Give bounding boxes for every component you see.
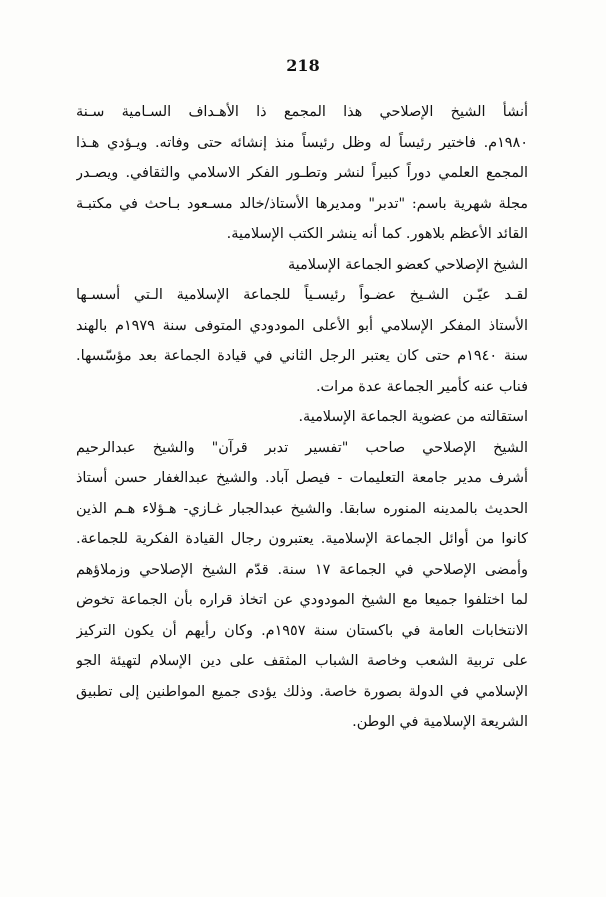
text-line: أشرف مدير جامعة التعليمات - فيصل آباد. والشيخ عبدالغفار حسن أستاذ (76, 470, 528, 486)
text-line: سنة ١٩٤٠م حتى كان يعتبر الرجل الثاني في قيادة الجماعة بعد مؤسّسها. (76, 348, 528, 364)
text-line: على تربية الشعب وخاصة الشباب المثقف على دين الإسلام لتهيئة الجو (76, 653, 528, 669)
text-line: فناب عنه كأمير الجماعة عدة مرات. (315, 378, 528, 395)
body-text (76, 97, 528, 738)
text-line: كانوا من أوائل الجماعة الإسلامية. يعتبرون رجال القيادة الفكرية للجماعة. (76, 531, 528, 547)
text-line: الإسلامي في الدولة بصورة خاصة. وذلك يؤدى جميع المواطنين إلى تطبيق (76, 683, 528, 700)
text-line: وأمضى الإصلاحي في الجماعة ١٧ سنة. قدّم الشيخ الإصلاحي وزملاؤهم (76, 561, 528, 578)
text-line: لما اختلفوا جميعا مع الشيخ المودودي عن اتخاذ قراره بأن الجماعة تخوض (76, 592, 528, 608)
section-heading: استقالته من عضوية الجماعة الإسلامية. (298, 409, 528, 425)
text-line: القائد الأعظم بلاهور. كما أنه ينشر الكتب الإسلامية. (226, 226, 528, 242)
text-line: الأستاذ المفكر الإسلامي أبو الأعلى المودودي المتوفى سنة ١٩٧٩م بالهند (76, 317, 528, 334)
text-line: الحديث بالمدينه المنوره سابقا. والشيخ عبدالجبار غـازي- هـؤلاء هـم الذين (76, 500, 528, 517)
text-line: ١٩٨٠م. فاختير رئيساً له وظل رئيساً منذ إنشائه حتى وفاته. ويـؤدي هـذا (76, 134, 528, 151)
text-line: المجمع العلمي دوراً كبيراً لنشر وتطـور الفكر الاسلامي والثقافي. ويصـدر (76, 165, 528, 181)
text-line: الانتخابات العامة في باكستان سنة ١٩٥٧م. وكان رأيهم أن يكون التركيز (76, 622, 528, 639)
text-line: لقـد عيّـن الشـيخ عضـواً رئيسـياً للجماعة الإسلامية الـتي أسسـها (76, 287, 528, 303)
page-number: 218 (286, 56, 320, 75)
text-line: الشريعة الإسلامية في الوطن. (352, 714, 528, 730)
section-heading: الشيخ الإصلاحي كعضو الجماعة الإسلامية (287, 256, 528, 273)
text-line: مجلة شهرية باسم: "تدبر" ومديرها الأستاذ/خالد مسـعود بـاحث في مكتبـة (76, 195, 528, 212)
text-line: أنشأ الشيخ الإصلاحي هذا المجمع ذا الأهـداف السـامية سـنة (76, 104, 528, 120)
text-line: الشيخ الإصلاحي صاحب "تفسير تدبر قرآن" والشيخ عبدالرحيم (76, 439, 528, 456)
